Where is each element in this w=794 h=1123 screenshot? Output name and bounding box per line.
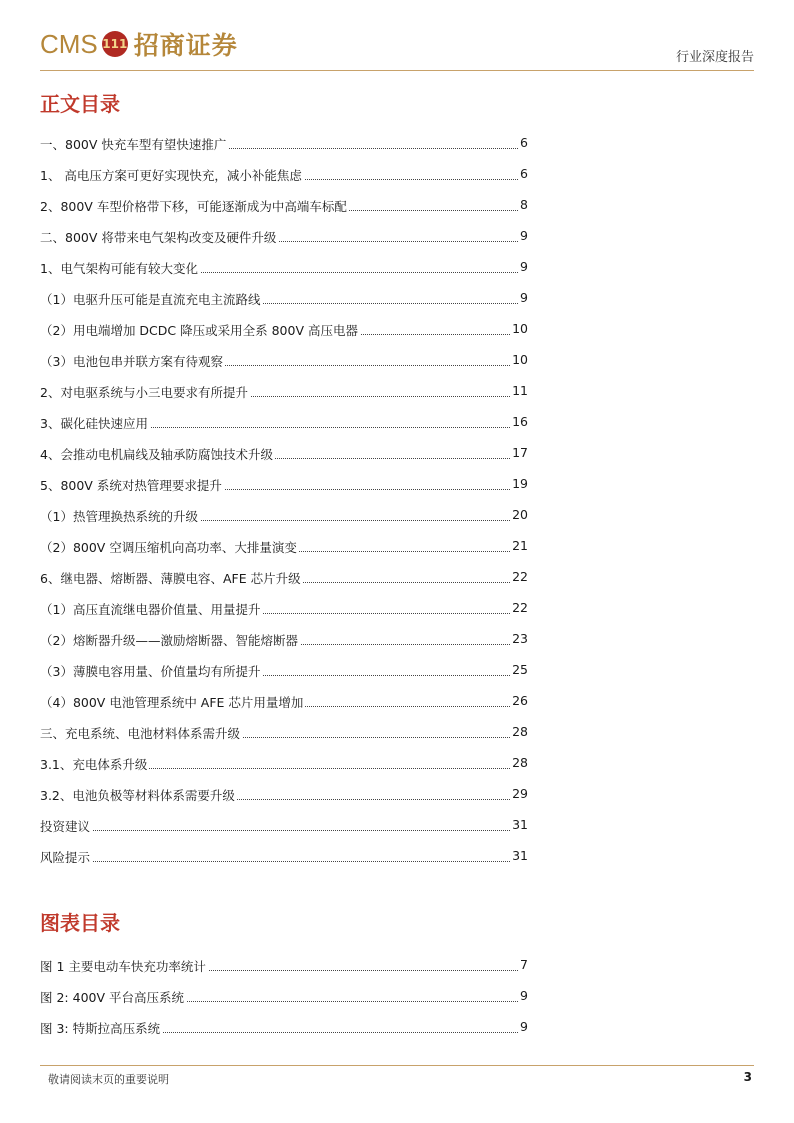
toc-entry[interactable] [40, 950, 528, 981]
toc-entry[interactable] [40, 252, 528, 283]
toc-entry[interactable] [40, 407, 528, 438]
logo-emblem-icon: 111 [102, 31, 128, 57]
main-toc-title: 正文目录 [40, 92, 120, 116]
toc-entry-page: 9 [520, 988, 528, 1003]
cms-logo [40, 26, 238, 62]
toc-entry[interactable] [40, 624, 528, 655]
toc-entry-text: （2）用电端增加 DCDC 降压或采用全系 800V 高压电器 [40, 323, 358, 338]
footer-disclaimer-note: 敬请阅读末页的重要说明 [48, 1073, 169, 1086]
main-toc-list [40, 128, 528, 872]
toc-entry[interactable] [40, 841, 528, 872]
toc-entry-text: （3）薄膜电容用量、价值量均有所提升 [40, 664, 261, 679]
toc-entry-text: 2、800V 车型价格带下移，可能逐渐成为中高端车标配 [40, 199, 347, 214]
toc-entry[interactable] [40, 376, 528, 407]
toc-entry[interactable] [40, 469, 528, 500]
toc-entry[interactable] [40, 1012, 528, 1043]
logo-chinese-text: 招商证券 [133, 31, 238, 60]
toc-entry-page: 10 [512, 352, 528, 367]
toc-entry[interactable] [40, 128, 528, 159]
toc-entry[interactable] [40, 314, 528, 345]
toc-entry-text: 4、会推动电机扁线及轴承防腐蚀技术升级 [40, 447, 273, 462]
toc-entry-text: 投资建议 [40, 819, 91, 834]
toc-entry-page: 20 [512, 507, 528, 522]
toc-entry-text: （3）电池包串并联方案有待观察 [40, 354, 223, 369]
toc-entry[interactable] [40, 810, 528, 841]
toc-entry-text: 2、对电驱系统与小三电要求有所提升 [40, 385, 248, 400]
toc-entry-text: 图 2: 400V 平台高压系统 [40, 990, 184, 1005]
toc-entry-page: 26 [512, 693, 528, 708]
toc-entry-page: 21 [512, 538, 528, 553]
toc-entry-text: 二、800V 将带来电气架构改变及硬件升级 [40, 230, 277, 245]
toc-entry-text: 1、电气架构可能有较大变化 [40, 261, 198, 276]
toc-entry-page: 19 [512, 476, 528, 491]
toc-entry-text: 1、 高电压方案可更好实现快充，减小补能焦虑 [40, 168, 302, 183]
toc-entry-text: 6、继电器、熔断器、薄膜电容、AFE 芯片升级 [40, 571, 301, 586]
toc-entry[interactable] [40, 283, 528, 314]
toc-entry[interactable] [40, 438, 528, 469]
toc-entry-page: 6 [520, 166, 528, 181]
toc-entry[interactable] [40, 686, 528, 717]
toc-entry-text: （4）800V 电池管理系统中 AFE 芯片用量增加 [40, 695, 304, 710]
logo-latin-text: CMS [40, 28, 98, 59]
toc-entry-page: 22 [512, 569, 528, 584]
toc-entry-text: 图 1 主要电动车快充功率统计 [40, 959, 206, 974]
figure-toc-list [40, 950, 528, 1043]
toc-entry-page: 28 [512, 724, 528, 739]
toc-entry-page: 23 [512, 631, 528, 646]
toc-entry-page: 31 [512, 848, 528, 863]
report-type-label: 行业深度报告 [675, 50, 754, 65]
toc-entry[interactable] [40, 190, 528, 221]
toc-entry-page: 9 [520, 1019, 528, 1034]
toc-entry-text: 一、800V 快充车型有望快速推广 [40, 137, 227, 152]
toc-entry[interactable] [40, 655, 528, 686]
footer-divider [40, 1065, 754, 1066]
toc-entry[interactable] [40, 500, 528, 531]
toc-entry[interactable] [40, 593, 528, 624]
toc-entry-text: （2）800V 空调压缩机向高功率、大排量演变 [40, 540, 297, 555]
toc-entry-text: （1）电驱升压可能是直流充电主流路线 [40, 292, 261, 307]
toc-entry-page: 8 [520, 197, 528, 212]
toc-entry-page: 29 [512, 786, 528, 801]
toc-entry[interactable] [40, 345, 528, 376]
toc-entry[interactable] [40, 562, 528, 593]
toc-dot-leader [40, 830, 528, 831]
toc-entry-text: 图 3: 特斯拉高压系统 [40, 1021, 161, 1036]
toc-entry-page: 9 [520, 290, 528, 305]
toc-entry-text: 3、碳化硅快速应用 [40, 416, 148, 431]
toc-entry-text: （1）热管理换热系统的升级 [40, 509, 198, 524]
figure-toc-title: 图表目录 [40, 911, 120, 935]
toc-entry-page: 9 [520, 228, 528, 243]
toc-entry-text: 风险提示 [40, 850, 91, 865]
toc-entry[interactable] [40, 717, 528, 748]
toc-entry-page: 31 [512, 817, 528, 832]
toc-entry[interactable] [40, 779, 528, 810]
toc-dot-leader [40, 861, 528, 862]
toc-entry-page: 17 [512, 445, 528, 460]
toc-entry-page: 16 [512, 414, 528, 429]
toc-entry-page: 25 [512, 662, 528, 677]
toc-entry[interactable] [40, 531, 528, 562]
header-divider [40, 70, 754, 71]
toc-entry[interactable] [40, 159, 528, 190]
page-header [40, 26, 754, 72]
toc-entry-text: （2）熔断器升级——激励熔断器、智能熔断器 [40, 633, 298, 648]
page-number: 3 [743, 1070, 752, 1084]
toc-entry-text: 三、充电系统、电池材料体系需升级 [40, 726, 241, 741]
toc-entry-text: 3.2、电池负极等材料体系需要升级 [40, 788, 235, 803]
toc-entry-page: 11 [512, 383, 528, 398]
toc-entry[interactable] [40, 981, 528, 1012]
toc-entry-page: 22 [512, 600, 528, 615]
toc-entry-page: 7 [520, 957, 528, 972]
toc-entry-page: 28 [512, 755, 528, 770]
toc-entry-page: 6 [520, 135, 528, 150]
toc-entry-text: 5、800V 系统对热管理要求提升 [40, 478, 222, 493]
toc-entry-text: （1）高压直流继电器价值量、用量提升 [40, 602, 261, 617]
toc-entry[interactable] [40, 221, 528, 252]
toc-entry-page: 10 [512, 321, 528, 336]
toc-entry[interactable] [40, 748, 528, 779]
toc-entry-page: 9 [520, 259, 528, 274]
toc-entry-text: 3.1、充电体系升级 [40, 757, 148, 772]
